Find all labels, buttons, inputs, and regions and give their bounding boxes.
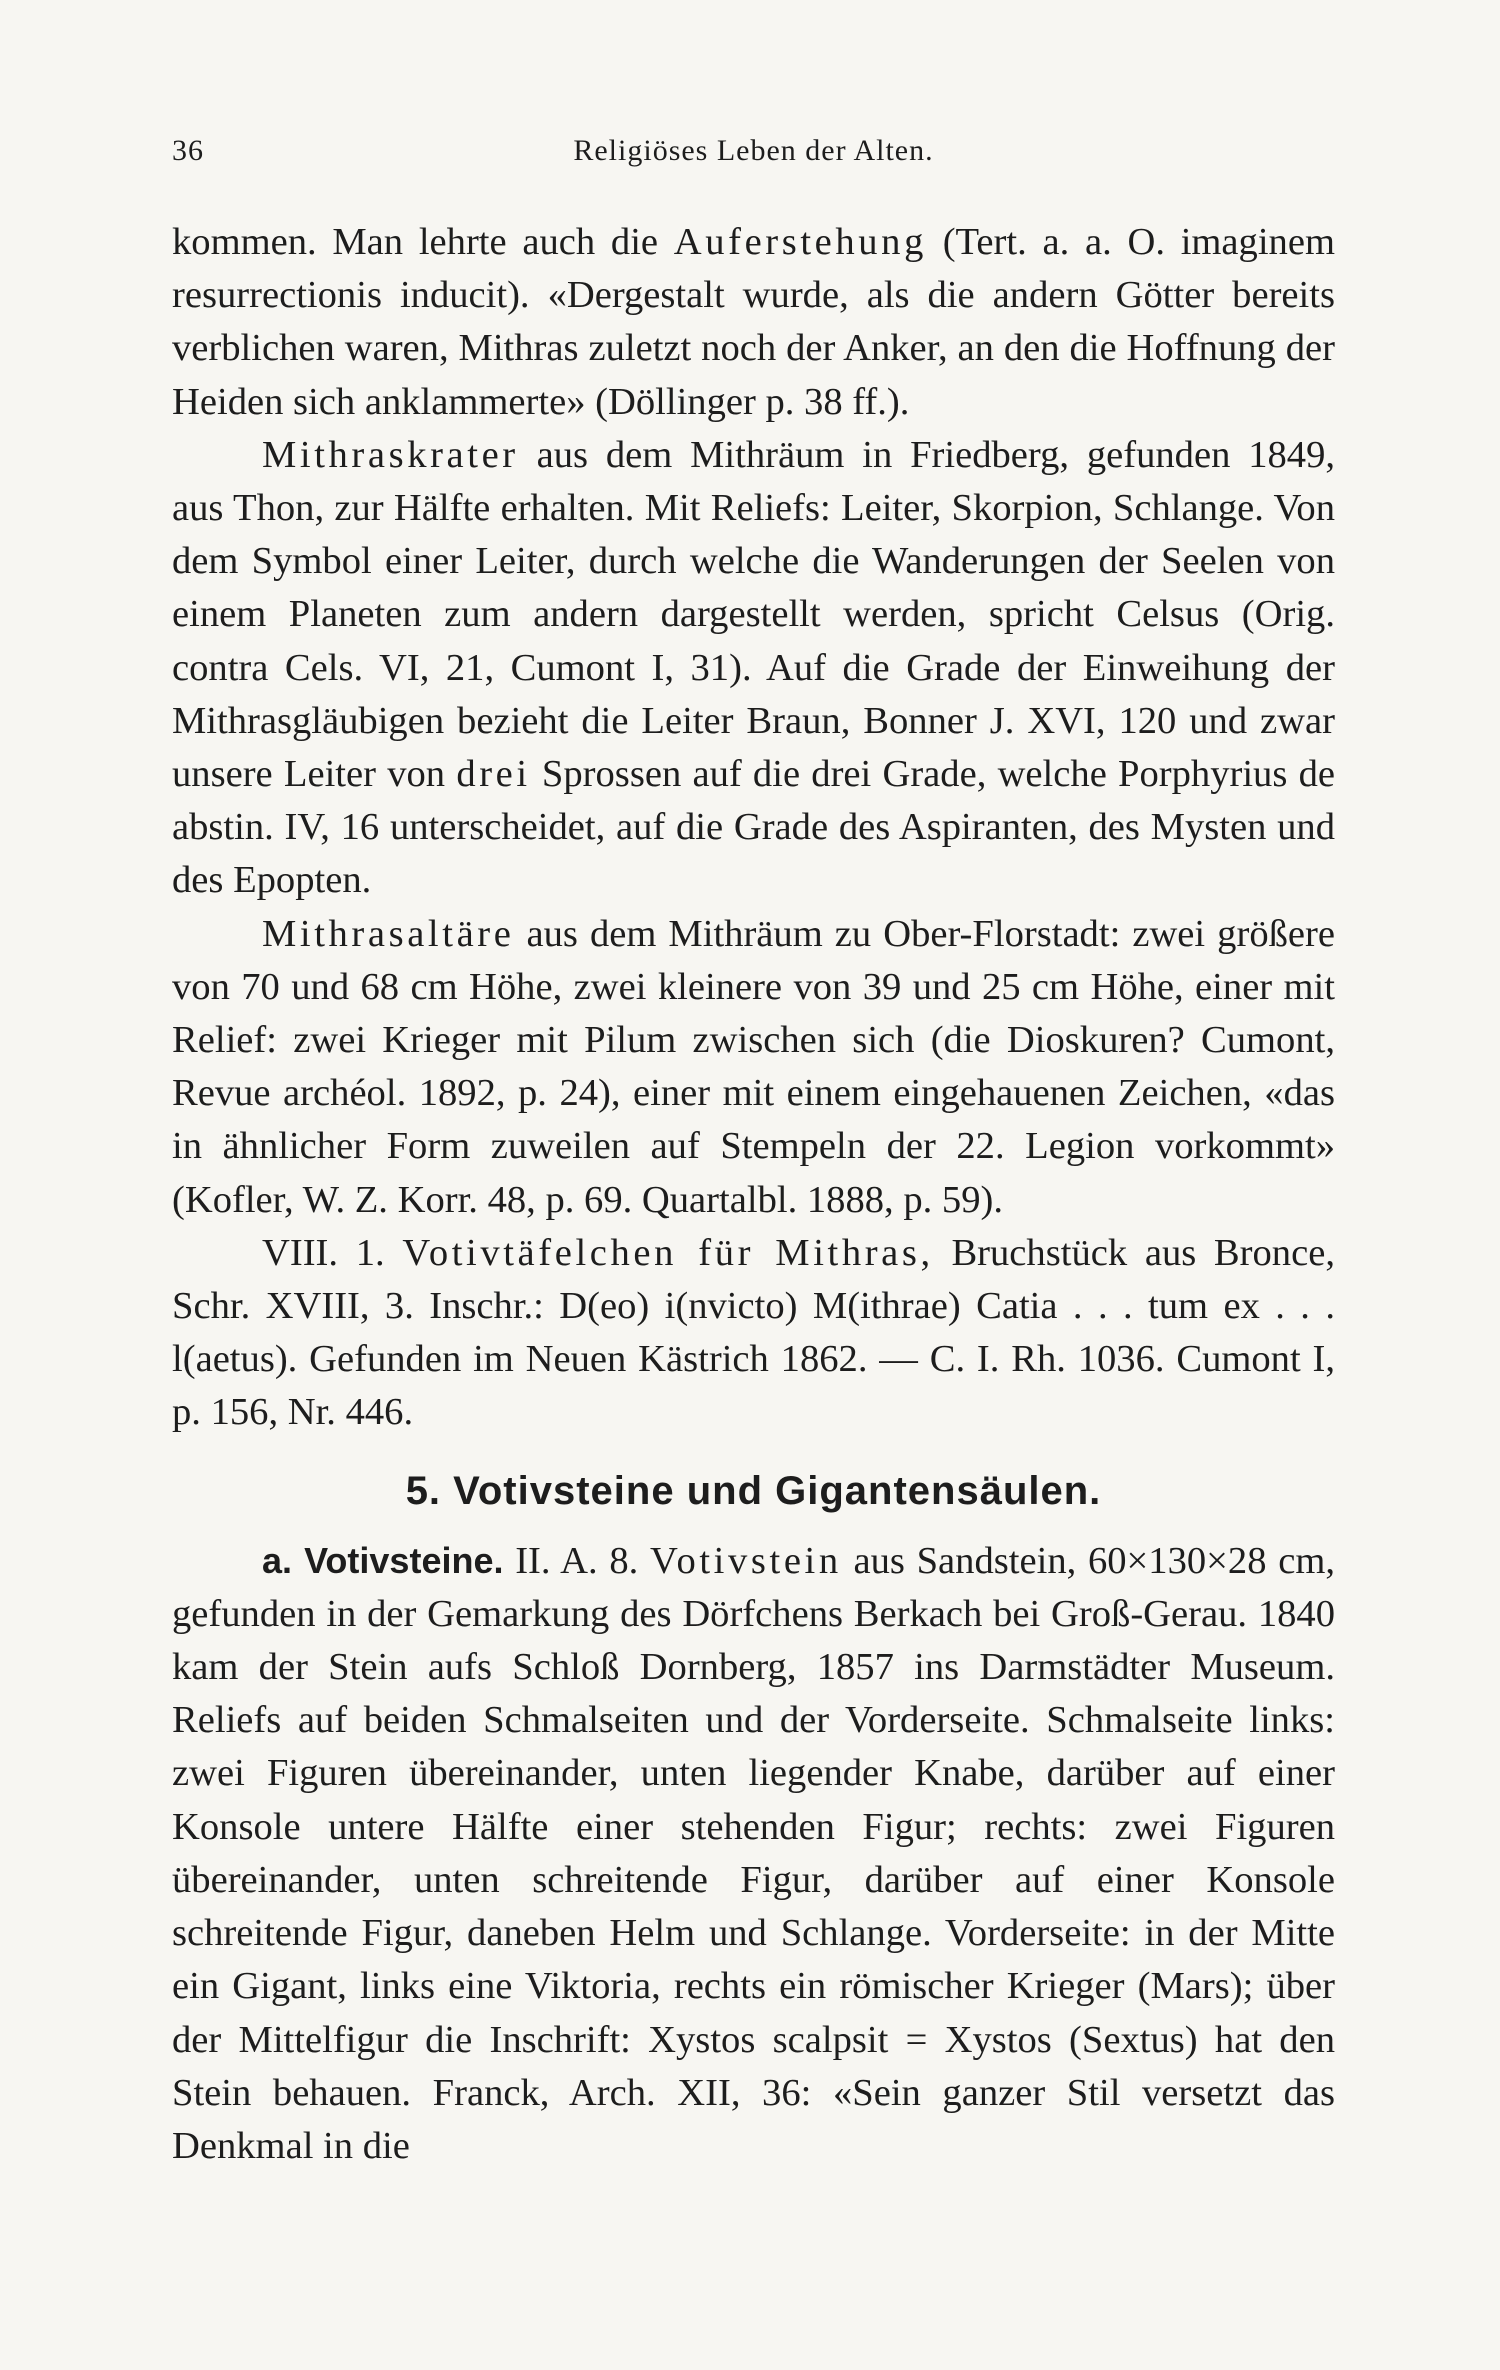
- text-run: (Tert. a. a. O. imaginem resurrectionis inducit). «Dergestalt wurde, als die andern Götter bereits verblichen waren, Mithras zuletzt noch der Anker, an den die Hoffnung der Heiden sich anklammerte» (Döllinger p. 38 ff.).: [172, 221, 1335, 423]
- spaced-term: Votivstein: [649, 1539, 842, 1582]
- page-body: [172, 216, 1335, 2173]
- spaced-term: Votivtäfelchen für Mithras,: [402, 1231, 934, 1274]
- text-run: Sprossen auf die drei Grade, welche Porphyrius de abstin. IV, 16 unterscheidet, auf die Grade des Aspiranten, des Mysten und des Epopten.: [172, 753, 1335, 902]
- section-heading: 5. Votivsteine und Gigantensäulen.: [405, 1468, 1102, 1513]
- text-run: kommen. Man lehrte auch die: [172, 221, 659, 263]
- spaced-term: Mithraskrater: [262, 433, 519, 476]
- running-header: [172, 134, 1335, 174]
- paragraph-mithrasaltaere: [172, 908, 1335, 1227]
- text-run: aus dem Mithräum in Friedberg, gefunden 1849, aus Thon, zur Hälfte erhalten. Mit Reliefs: Leiter, Skorpion, Schlange. Von dem Symbol einer Leiter, durch welche die Wanderungen der Seelen von einem Planeten zum andern dargestellt werden, spricht Celsus (Orig. contra Cels. VI, 21, Cumont I, 31). Auf die Grade der Einweihung der Mithrasgläubigen bezieht die Leiter Braun, Bonner J. XVI, 120 und zwar unsere Leiter von: [172, 433, 1335, 796]
- spaced-term: drei: [456, 753, 531, 796]
- text-run: aus dem Mithräum zu Ober-Florstadt: zwei größere von 70 und 68 cm Höhe, zwei kleinere von 39 und 25 cm Höhe, einer mit Relief: zwei Krieger mit Pilum zwischen sich (die Dioskuren? Cumont, Revue archéol. 1892, p. 24), einer mit einem eingehauenen Zeichen, «das in ähnlicher Form zuweilen auf Stempeln der 22. Legion vorkommt» (Kofler, W. Z. Korr. 48, p. 69. Quartalbl. 1888, p. 59).: [172, 912, 1335, 1221]
- subsection-label: a. Votivsteine.: [262, 1539, 504, 1581]
- page-number: 36: [172, 134, 204, 167]
- text-run: aus Sandstein, 60×130×28 cm, gefunden in der Gemarkung des Dörfchens Berkach bei Groß-Gerau. 1840 kam der Stein aufs Schloß Dornberg, 1857 ins Darmstädter Museum. Reliefs auf beiden Schmalseiten und der Vorderseite. Schmalseite links: zwei Figuren übereinander, unten liegender Knabe, darüber auf einer Konsole untere Hälfte einer stehenden Figur; rechts: zwei Figuren übereinander, unten schreitende Figur, darüber auf einer Konsole schreitende Figur, daneben Helm und Schlange. Vorderseite: in der Mitte ein Gigant, links eine Viktoria, rechts ein römischer Krieger (Mars); über der Mittelfigur die Inschrift: Xystos scalpsit = Xystos (Sextus) hat den Stein behauen. Franck, Arch. XII, 36: «Sein ganzer Stil versetzt das Denkmal in die: [172, 1539, 1335, 2167]
- spaced-term: Auferstehung: [673, 221, 927, 263]
- paragraph-mithraskrater: [172, 429, 1335, 908]
- paragraph-votivstein: [172, 1534, 1335, 2173]
- spaced-term: Mithrasaltäre: [262, 912, 515, 955]
- text-run: II. A. 8.: [515, 1539, 639, 1582]
- text-run: Bruchstück aus Bronce, Schr. XVIII, 3. Inschr.: D(eo) i(nvicto) M(ithrae) Catia . . . tum ex . . . l(aetus). Gefunden im Neuen Kästrich 1862. — C. I. Rh. 1036. Cumont I, p. 156, Nr. 446.: [172, 1231, 1335, 1434]
- running-title: Religiöses Leben der Alten.: [573, 134, 934, 167]
- paragraph-resurrection: [172, 216, 1335, 429]
- text-run: VIII. 1.: [262, 1231, 385, 1274]
- paragraph-votivtaefelchen: [172, 1227, 1335, 1440]
